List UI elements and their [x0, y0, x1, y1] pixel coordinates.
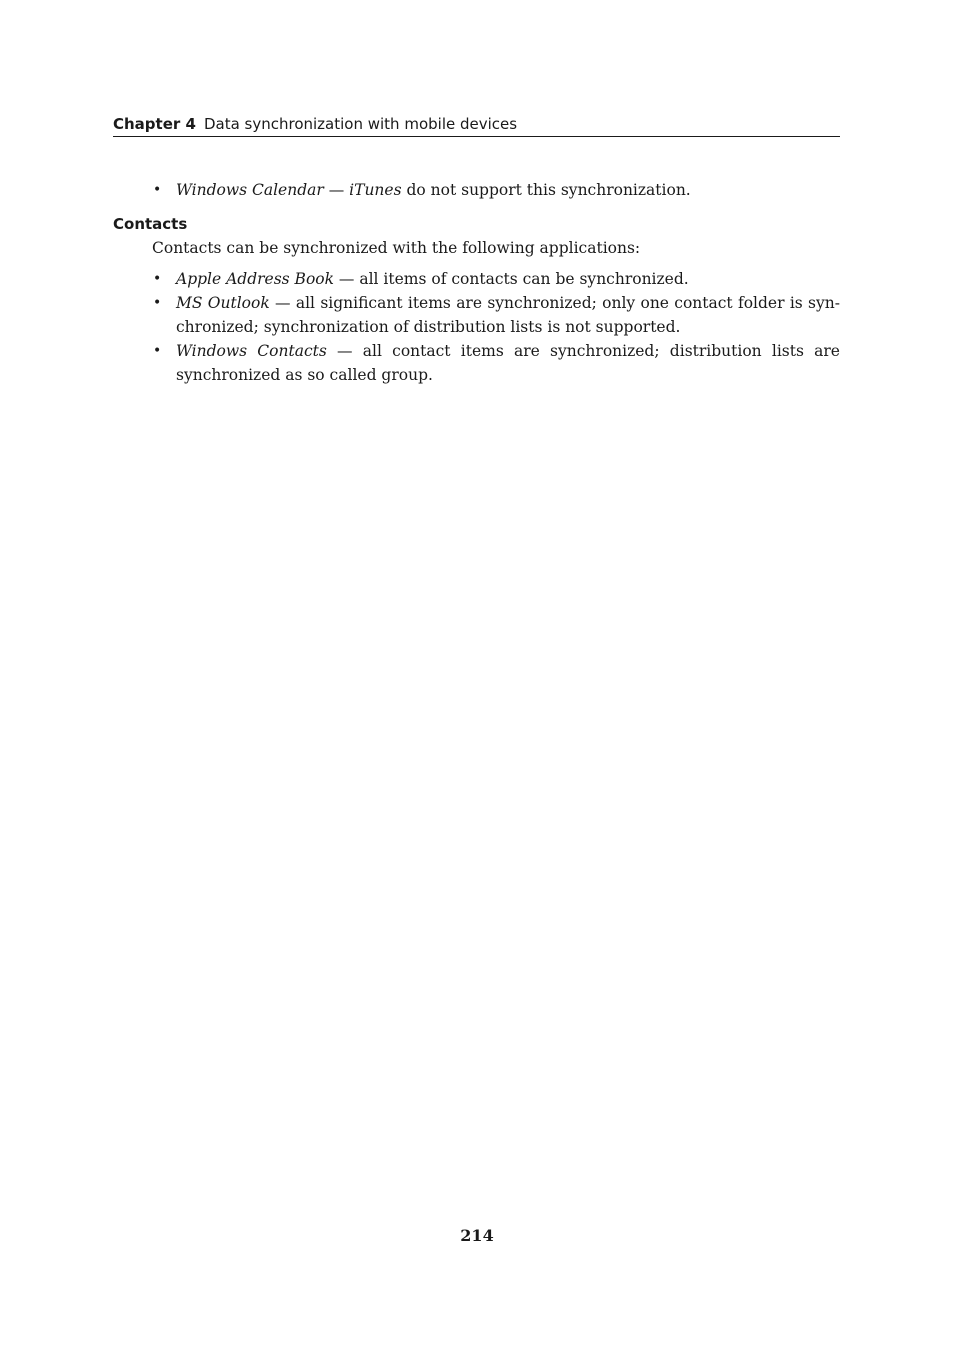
- contacts-apps-list: [113, 267, 840, 387]
- item-text: — all significant items are synchronized; only one contact folder is synchronized; synchronization of distribution lists is not supported.: [176, 294, 840, 336]
- bullet-icon: •: [153, 343, 162, 359]
- page-content: [113, 178, 840, 387]
- chapter-title: Data synchronization with mobile devices: [203, 115, 518, 133]
- list-item: [153, 267, 840, 291]
- app-name: Windows Contacts: [176, 342, 327, 360]
- bullet-icon: •: [153, 295, 162, 311]
- item-text: — all contact items are synchronized; distribution lists are synchronized as so called group.: [176, 342, 840, 384]
- page-number: 214: [460, 1226, 494, 1245]
- section-intro: Contacts can be synchronized with the following applications:: [152, 239, 641, 257]
- item-text: — all items of contacts can be synchronized.: [334, 270, 689, 288]
- bullet-icon: •: [153, 271, 162, 287]
- list-item: [153, 178, 840, 202]
- running-head: [113, 114, 840, 137]
- item-text: do not support this synchronization.: [401, 181, 691, 199]
- app-name: Apple Address Book: [176, 270, 334, 288]
- section-heading-contacts: Contacts: [113, 215, 188, 233]
- bullet-icon: •: [153, 182, 162, 198]
- app-name: Windows Calendar: [176, 181, 324, 199]
- list-item: [153, 339, 840, 387]
- app-name: iTunes: [349, 181, 402, 199]
- calendar-apps-list: [113, 178, 840, 202]
- chapter-number: Chapter 4: [113, 115, 196, 133]
- app-name: MS Outlook: [176, 294, 270, 312]
- list-item: [153, 291, 840, 339]
- separator: —: [323, 181, 350, 199]
